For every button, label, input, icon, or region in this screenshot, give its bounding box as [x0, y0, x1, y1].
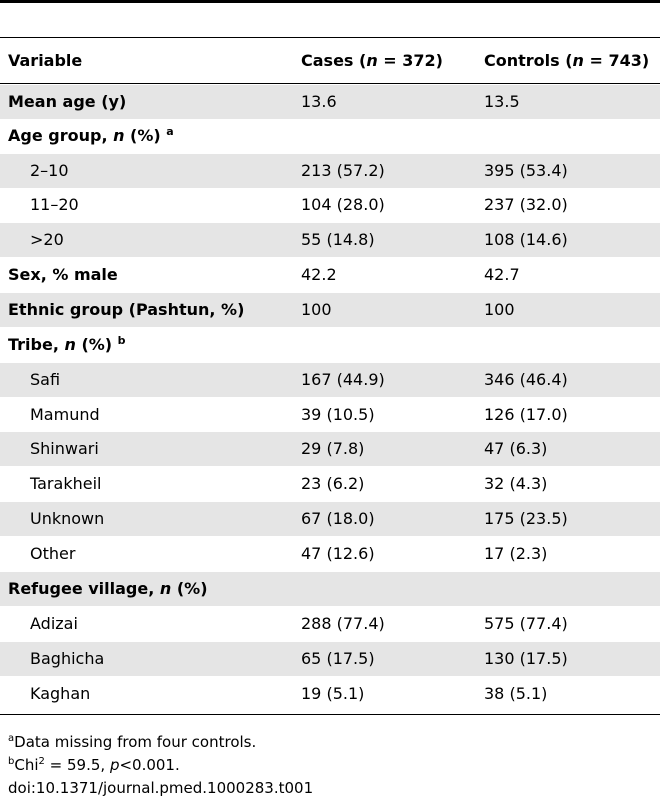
header-variable: Variable [8, 51, 83, 70]
row-controls: 395 (53.4) [484, 161, 568, 180]
row-label: Kaghan [30, 684, 91, 703]
row-label: Mamund [30, 405, 100, 424]
row-label: Unknown [30, 509, 105, 528]
table-row [0, 502, 660, 536]
table-row [0, 328, 660, 362]
table-row [0, 537, 660, 571]
table-row [0, 85, 660, 119]
footnote-b: $^b$Chi$^2$ = 59.5, p<0.001. [8, 756, 180, 774]
row-controls: 38 (5.1) [484, 684, 548, 703]
table-row [0, 572, 660, 606]
row-label: >20 [30, 230, 64, 249]
header-controls: Controls (n = 743) [484, 51, 650, 70]
row-controls: 108 (14.6) [484, 230, 568, 249]
table-row [0, 223, 660, 257]
row-controls: 237 (32.0) [484, 195, 568, 214]
header-top-rule [0, 37, 660, 38]
row-label: Mean age (y) [8, 92, 127, 111]
table-row [0, 188, 660, 222]
row-cases: 29 (7.8) [301, 439, 365, 458]
row-label: Age group, n (%) $^a$ [8, 125, 174, 145]
row-cases: 55 (14.8) [301, 230, 375, 249]
table-row [0, 293, 660, 327]
row-cases: 23 (6.2) [301, 474, 365, 493]
table-row [0, 432, 660, 466]
row-controls: 17 (2.3) [484, 544, 548, 563]
table-bottom-rule [0, 714, 660, 715]
row-cases: 288 (77.4) [301, 614, 385, 633]
table-row [0, 642, 660, 676]
row-cases: 47 (12.6) [301, 544, 375, 563]
header-cases: Cases (n = 372) [301, 51, 443, 70]
row-label: Refugee village, n (%) [8, 579, 208, 598]
row-cases: 67 (18.0) [301, 509, 375, 528]
row-label: Sex, % male [8, 265, 118, 284]
table-row [0, 467, 660, 501]
row-label: 2–10 [30, 161, 69, 180]
row-controls: 346 (46.4) [484, 370, 568, 389]
table-row [0, 119, 660, 153]
row-cases: 65 (17.5) [301, 649, 375, 668]
row-cases: 13.6 [301, 92, 337, 111]
row-label: Adizai [30, 614, 78, 633]
row-label: Safi [30, 370, 61, 389]
row-cases: 100 [301, 300, 332, 319]
row-label: Baghicha [30, 649, 105, 668]
table-top-rule [0, 0, 660, 3]
row-label: Tribe, n (%) $^b$ [8, 334, 126, 354]
row-controls: 100 [484, 300, 515, 319]
row-cases: 42.2 [301, 265, 337, 284]
row-controls: 42.7 [484, 265, 520, 284]
row-controls: 130 (17.5) [484, 649, 568, 668]
table-row [0, 363, 660, 397]
row-controls: 47 (6.3) [484, 439, 548, 458]
table-header [0, 39, 660, 83]
row-controls: 126 (17.0) [484, 405, 568, 424]
table-row [0, 607, 660, 641]
table-row [0, 258, 660, 292]
row-label: Tarakheil [30, 474, 102, 493]
row-label: 11–20 [30, 195, 79, 214]
row-cases: 213 (57.2) [301, 161, 385, 180]
row-cases: 167 (44.9) [301, 370, 385, 389]
header-bottom-rule [0, 83, 660, 84]
row-cases: 39 (10.5) [301, 405, 375, 424]
row-label: Ethnic group (Pashtun, %) [8, 300, 245, 319]
row-cases: 19 (5.1) [301, 684, 365, 703]
table-row [0, 398, 660, 432]
row-label: Other [30, 544, 76, 563]
table-row [0, 154, 660, 188]
row-controls: 575 (77.4) [484, 614, 568, 633]
row-controls: 13.5 [484, 92, 520, 111]
table-row [0, 677, 660, 711]
doi-text: doi:10.1371/journal.pmed.1000283.t001 [8, 779, 314, 797]
row-cases: 104 (28.0) [301, 195, 385, 214]
row-controls: 175 (23.5) [484, 509, 568, 528]
row-label: Shinwari [30, 439, 99, 458]
row-controls: 32 (4.3) [484, 474, 548, 493]
footnote-a: $^a$Data missing from four controls. [8, 733, 257, 751]
